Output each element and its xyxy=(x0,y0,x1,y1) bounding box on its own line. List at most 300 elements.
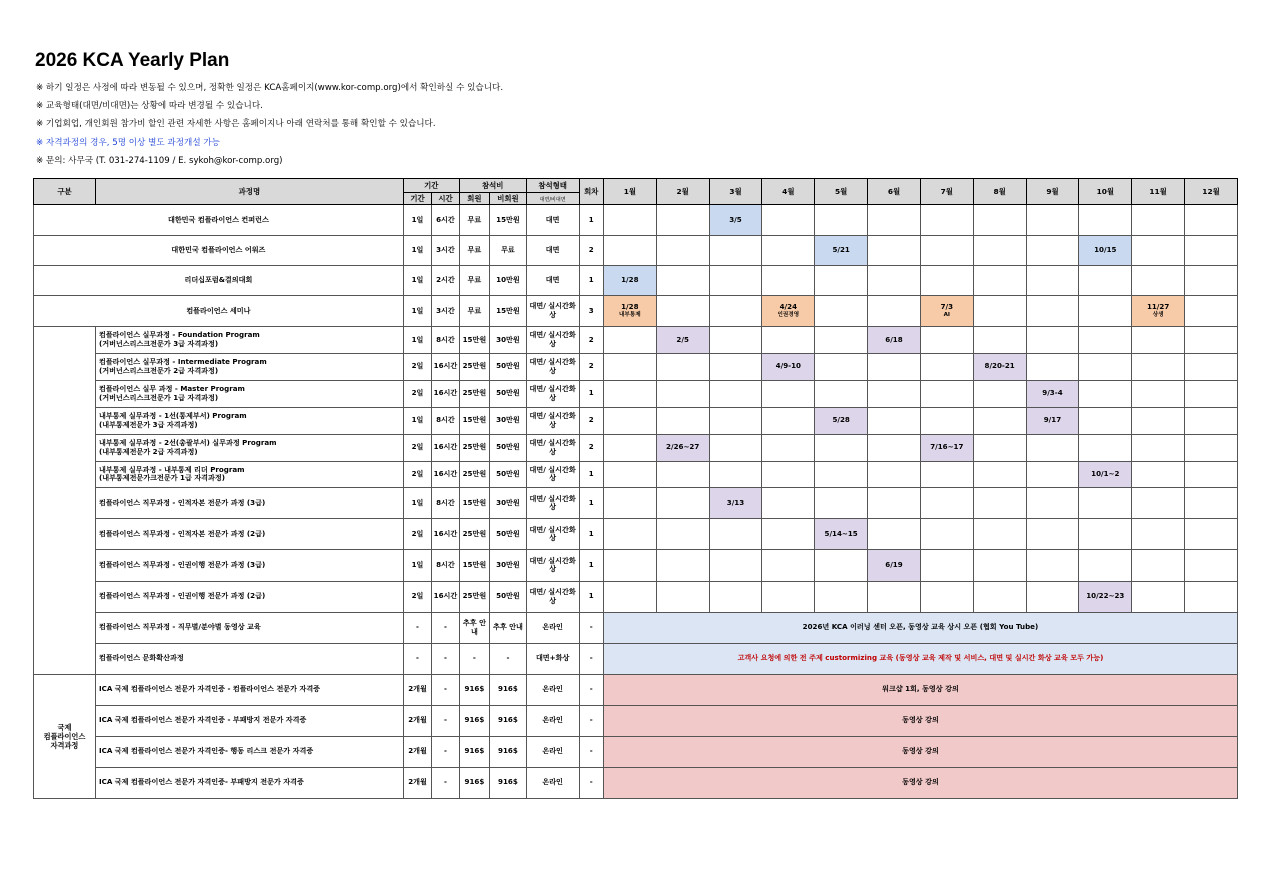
month-cell xyxy=(603,488,656,519)
month-cell xyxy=(1079,296,1132,327)
month-cell xyxy=(815,266,868,296)
header-fee-nonmember: 비회원 xyxy=(490,193,527,205)
format-cell: 대면/ 실시간화상 xyxy=(526,434,579,461)
sessions-cell: - xyxy=(579,705,603,736)
month-cell xyxy=(1185,205,1238,236)
header-category: 구분 xyxy=(34,179,96,205)
period-hours: 16시간 xyxy=(432,353,459,380)
course-cell xyxy=(95,461,403,488)
schedule-date: 1/28 xyxy=(621,302,639,312)
month-cell xyxy=(1026,488,1079,519)
period-hours: - xyxy=(432,736,459,767)
fee-nonmember: 50만원 xyxy=(490,353,527,380)
month-cell xyxy=(1079,353,1132,380)
month-cell xyxy=(868,519,921,550)
month-cell xyxy=(762,236,815,266)
month-cell xyxy=(1132,461,1185,488)
month-cell xyxy=(868,266,921,296)
month-cell xyxy=(1185,407,1238,434)
course-cell xyxy=(95,612,403,643)
table-row xyxy=(34,550,1238,581)
table-row xyxy=(34,519,1238,550)
category-intl: 국제 컴플라이언스 자격과정 xyxy=(34,674,96,798)
month-cell xyxy=(973,327,1026,354)
month-cell xyxy=(868,488,921,519)
course-cell xyxy=(34,296,404,327)
course-subtitle: (내부통제전문가크전문가 1급 자격과정) xyxy=(98,473,225,483)
month-cell xyxy=(603,236,656,266)
month-cell xyxy=(656,205,709,236)
month-cell xyxy=(603,550,656,581)
note-line: ※ 하기 일정은 사정에 따라 변동될 수 있으며, 정확한 일정은 KCA홈페이지(www.kor-comp.org)에서 확인하실 수 있습니다. xyxy=(36,83,504,93)
period-hours: 8시간 xyxy=(432,488,459,519)
month-cell xyxy=(1132,205,1185,236)
fee-nonmember: - xyxy=(490,643,527,674)
format-cell: 대면+화상 xyxy=(526,643,579,674)
month-cell xyxy=(1185,550,1238,581)
period-days: 2일 xyxy=(403,434,431,461)
month-cell xyxy=(603,434,656,461)
table-row xyxy=(34,461,1238,488)
table-row xyxy=(34,643,1238,674)
sessions-cell: - xyxy=(579,612,603,643)
month-cell xyxy=(1185,296,1238,327)
month-cell xyxy=(656,488,709,519)
header-month-2: 2월 xyxy=(656,179,709,205)
period-hours: 16시간 xyxy=(432,461,459,488)
fee-nonmember: 50만원 xyxy=(490,434,527,461)
month-cell xyxy=(868,353,921,380)
month-cell xyxy=(1026,461,1079,488)
table-row xyxy=(34,581,1238,612)
month-cell xyxy=(1185,380,1238,407)
period-hours: 16시간 xyxy=(432,380,459,407)
month-cell xyxy=(973,236,1026,266)
month-cell xyxy=(603,380,656,407)
fee-nonmember: 50만원 xyxy=(490,461,527,488)
header-period-hours: 시간 xyxy=(432,193,459,205)
period-days: 2일 xyxy=(403,353,431,380)
fee-member: 무료 xyxy=(459,236,489,266)
note-line: ※ 교육형태(대면/비대면)는 상황에 따라 변경될 수 있습니다. xyxy=(36,101,263,112)
table-row xyxy=(34,236,1238,266)
month-cell xyxy=(762,380,815,407)
header-fee: 참석비 xyxy=(459,179,526,193)
month-cell xyxy=(656,327,709,354)
month-cell xyxy=(920,236,973,266)
course-subtitle: (거버넌스리스크전문가 2급 자격과정) xyxy=(98,365,219,375)
sessions-cell: 2 xyxy=(579,434,603,461)
month-cell xyxy=(815,327,868,354)
fee-member: 무료 xyxy=(459,205,489,236)
period-hours: 16시간 xyxy=(432,581,459,612)
fee-member: 15만원 xyxy=(459,407,489,434)
month-cell xyxy=(1026,380,1079,407)
month-cell xyxy=(1026,519,1079,550)
month-cell xyxy=(920,327,973,354)
month-cell xyxy=(656,461,709,488)
schedule-date: 2/5 xyxy=(676,334,689,344)
schedule-date: 1/28 xyxy=(621,275,639,285)
month-cell xyxy=(603,519,656,550)
course-name: 컴플라이언스 직무과정 - 인권이행 전문가 과정 (3급) xyxy=(98,560,266,570)
period-hours: 6시간 xyxy=(432,205,459,236)
format-cell: 온라인 xyxy=(526,767,579,798)
month-cell xyxy=(709,434,762,461)
format-cell: 대면/ 실시간화상 xyxy=(526,296,579,327)
fee-nonmember: 15만원 xyxy=(490,205,527,236)
sessions-cell: - xyxy=(579,674,603,705)
schedule-band: 동영상 강의 xyxy=(603,767,1237,798)
table-row xyxy=(34,296,1238,327)
month-cell xyxy=(1026,434,1079,461)
month-cell xyxy=(762,461,815,488)
table-row xyxy=(34,205,1238,236)
period-hours: 3시간 xyxy=(432,296,459,327)
month-cell xyxy=(973,550,1026,581)
note-line: ※ 자격과정의 경우, 5명 이상 별도 과정개설 가능 xyxy=(36,137,220,148)
course-subtitle: (내부통제전문가 2급 자격과정) xyxy=(98,446,198,456)
period-days: 2개월 xyxy=(403,736,431,767)
month-cell xyxy=(868,434,921,461)
month-cell xyxy=(709,205,762,236)
course-cell xyxy=(95,434,403,461)
table-row xyxy=(34,736,1238,767)
period-days: 1일 xyxy=(403,266,431,296)
month-cell xyxy=(1185,353,1238,380)
month-cell xyxy=(656,434,709,461)
schedule-topic: 내부통제 xyxy=(619,311,641,318)
month-cell xyxy=(973,296,1026,327)
month-cell xyxy=(1079,205,1132,236)
fee-nonmember: 916$ xyxy=(490,705,527,736)
course-cell xyxy=(95,736,403,767)
period-hours: - xyxy=(432,674,459,705)
sessions-cell: 2 xyxy=(579,407,603,434)
sessions-cell: 1 xyxy=(579,461,603,488)
month-cell xyxy=(1185,461,1238,488)
month-cell xyxy=(1132,519,1185,550)
fee-nonmember: 50만원 xyxy=(490,519,527,550)
period-days: 1일 xyxy=(403,327,431,354)
period-days: 2일 xyxy=(403,461,431,488)
month-cell xyxy=(1026,266,1079,296)
period-days: 1일 xyxy=(403,296,431,327)
note-line: ※ 기업회업, 개인회원 참가비 할인 관련 자세한 사항은 홈페이지나 아래 연락처를 통해 확인할 수 있습니다. xyxy=(36,119,436,130)
month-cell xyxy=(1079,550,1132,581)
period-days: 1일 xyxy=(403,236,431,266)
period-days: 2개월 xyxy=(403,705,431,736)
period-hours: 16시간 xyxy=(432,519,459,550)
fee-nonmember: 15만원 xyxy=(490,296,527,327)
page-title: 2026 KCA Yearly Plan xyxy=(35,50,230,71)
month-cell xyxy=(868,550,921,581)
course-subtitle: (내부통제전문가 3급 자격과정) xyxy=(98,419,198,429)
format-cell: 대면/ 실시간화상 xyxy=(526,550,579,581)
month-cell xyxy=(709,266,762,296)
fee-member: 추후 안내 xyxy=(459,612,489,643)
category-cell xyxy=(34,327,96,675)
course-cell xyxy=(95,643,403,674)
month-cell xyxy=(973,205,1026,236)
month-cell xyxy=(709,550,762,581)
course-cell xyxy=(95,767,403,798)
fee-member: 25만원 xyxy=(459,519,489,550)
month-cell xyxy=(1079,407,1132,434)
period-hours: 2시간 xyxy=(432,266,459,296)
format-cell: 대면/ 실시간화상 xyxy=(526,407,579,434)
month-cell xyxy=(815,380,868,407)
sessions-cell: - xyxy=(579,767,603,798)
month-cell xyxy=(973,407,1026,434)
sessions-cell: 1 xyxy=(579,488,603,519)
schedule-date: 10/15 xyxy=(1094,245,1117,255)
month-cell xyxy=(920,519,973,550)
month-cell xyxy=(815,519,868,550)
fee-nonmember: 30만원 xyxy=(490,327,527,354)
fee-member: 916$ xyxy=(459,674,489,705)
format-cell: 대면 xyxy=(526,266,579,296)
fee-nonmember: 916$ xyxy=(490,736,527,767)
month-cell xyxy=(1026,550,1079,581)
month-cell xyxy=(973,519,1026,550)
month-cell xyxy=(920,266,973,296)
schedule-date: 5/21 xyxy=(832,245,850,255)
header-month-9: 9월 xyxy=(1026,179,1079,205)
month-cell xyxy=(1026,407,1079,434)
month-cell xyxy=(973,461,1026,488)
format-cell: 대면 xyxy=(526,205,579,236)
table-row xyxy=(34,612,1238,643)
month-cell xyxy=(1026,296,1079,327)
fee-member: 25만원 xyxy=(459,380,489,407)
header-month-6: 6월 xyxy=(868,179,921,205)
period-hours: 8시간 xyxy=(432,550,459,581)
course-cell xyxy=(95,550,403,581)
month-cell xyxy=(1185,266,1238,296)
month-cell xyxy=(762,327,815,354)
month-cell xyxy=(603,353,656,380)
month-cell xyxy=(815,550,868,581)
month-cell xyxy=(920,296,973,327)
format-cell: 대면/ 실시간화상 xyxy=(526,519,579,550)
sessions-cell: 3 xyxy=(579,296,603,327)
fee-member: 916$ xyxy=(459,736,489,767)
month-cell xyxy=(815,296,868,327)
period-days: 1일 xyxy=(403,205,431,236)
course-cell xyxy=(34,236,404,266)
month-cell xyxy=(815,461,868,488)
month-cell xyxy=(973,266,1026,296)
fee-nonmember: 30만원 xyxy=(490,488,527,519)
table-row xyxy=(34,674,1238,705)
month-cell xyxy=(709,581,762,612)
format-cell: 대면/ 실시간화상 xyxy=(526,327,579,354)
month-cell xyxy=(973,434,1026,461)
course-cell xyxy=(95,581,403,612)
note-line: ※ 문의: 사무국 (T. 031-274-1109 / E. sykoh@kor-comp.org) xyxy=(36,155,283,166)
month-cell xyxy=(920,407,973,434)
format-cell: 대면/ 실시간화상 xyxy=(526,461,579,488)
sessions-cell: 2 xyxy=(579,327,603,354)
header-format: 참석형태 xyxy=(526,179,579,193)
period-days: 2개월 xyxy=(403,767,431,798)
course-name: 컴플라이언스 직무과정 - 직무별/분야별 동영상 교육 xyxy=(98,622,261,632)
course-cell xyxy=(95,327,403,354)
schedule-date: 9/17 xyxy=(1043,415,1062,425)
month-cell xyxy=(868,296,921,327)
month-cell xyxy=(1185,581,1238,612)
month-cell xyxy=(1132,327,1185,354)
month-cell xyxy=(1132,550,1185,581)
header-fee-member: 회원 xyxy=(459,193,489,205)
period-days: - xyxy=(403,643,431,674)
month-cell xyxy=(762,488,815,519)
course-name: 컴플라이언스 실무 과정 - Master Program xyxy=(98,383,245,393)
month-cell xyxy=(920,205,973,236)
fee-nonmember: 50만원 xyxy=(490,581,527,612)
schedule-date: 9/3-4 xyxy=(1042,388,1063,398)
course-name: 컴플라이언스 직무과정 - 인적자본 전문가 과정 (2급) xyxy=(98,529,266,539)
fee-nonmember: 무료 xyxy=(490,236,527,266)
month-cell xyxy=(656,581,709,612)
course-name: 내부통제 실무과정 - 1선(통제부서) Program xyxy=(98,410,247,420)
course-name: 컴플라이언스 실무과정 - Foundation Program xyxy=(98,330,260,340)
course-name: 컴플라이언스 세미나 xyxy=(186,305,251,315)
format-cell: 온라인 xyxy=(526,736,579,767)
month-cell xyxy=(603,266,656,296)
period-days: 2개월 xyxy=(403,674,431,705)
fee-member: 15만원 xyxy=(459,488,489,519)
format-cell: 대면/ 실시간화상 xyxy=(526,488,579,519)
month-cell xyxy=(920,581,973,612)
course-subtitle: (거버넌스리스크전문가 1급 자격과정) xyxy=(98,392,219,402)
course-name: ICA 국제 컴플라이언스 전문가 자격인증 - 컴플라이언스 전문가 자격증 xyxy=(98,684,321,694)
plan-table-body xyxy=(34,205,1238,799)
month-cell xyxy=(762,581,815,612)
header-period-days: 기간 xyxy=(403,193,431,205)
month-cell xyxy=(1079,266,1132,296)
month-cell xyxy=(1132,488,1185,519)
month-cell xyxy=(1132,434,1185,461)
period-days: 1일 xyxy=(403,488,431,519)
month-cell xyxy=(709,519,762,550)
month-cell xyxy=(815,236,868,266)
month-cell xyxy=(868,327,921,354)
schedule-band: 고객사 요청에 의한 전 주제 custormizing 교육 (동영상 교육 제작 및 서비스, 대면 및 실시간 화상 교육 모두 가능) xyxy=(603,643,1237,674)
month-cell xyxy=(920,550,973,581)
table-row xyxy=(34,407,1238,434)
course-cell xyxy=(95,407,403,434)
schedule-band: 워크샵 1회, 동영상 강의 xyxy=(603,674,1237,705)
schedule-date: 3/5 xyxy=(729,214,742,224)
fee-member: 25만원 xyxy=(459,353,489,380)
header-month-12: 12월 xyxy=(1185,179,1238,205)
period-hours: - xyxy=(432,705,459,736)
month-cell xyxy=(709,380,762,407)
month-cell xyxy=(762,407,815,434)
format-cell: 온라인 xyxy=(526,674,579,705)
schedule-band: 2026년 KCA 이러닝 센터 오픈, 동영상 교육 상시 오픈 (협회 You Tube) xyxy=(603,612,1237,643)
month-cell xyxy=(920,488,973,519)
month-cell xyxy=(973,353,1026,380)
fee-member: - xyxy=(459,643,489,674)
month-cell xyxy=(868,205,921,236)
month-cell xyxy=(1079,434,1132,461)
schedule-date: 8/20-21 xyxy=(984,361,1015,371)
schedule-topic: AI xyxy=(943,311,951,318)
month-cell xyxy=(868,236,921,266)
month-cell xyxy=(1132,353,1185,380)
month-cell xyxy=(656,353,709,380)
schedule-topic: 인권경영 xyxy=(777,311,800,318)
header-month-10: 10월 xyxy=(1079,179,1132,205)
month-cell xyxy=(920,434,973,461)
format-cell: 온라인 xyxy=(526,612,579,643)
month-cell xyxy=(973,488,1026,519)
format-cell: 대면 xyxy=(526,236,579,266)
fee-member: 916$ xyxy=(459,705,489,736)
course-subtitle: (거버넌스리스크전문가 3급 자격과정) xyxy=(98,339,219,348)
month-cell xyxy=(1079,519,1132,550)
fee-nonmember: 916$ xyxy=(490,767,527,798)
format-cell: 온라인 xyxy=(526,705,579,736)
month-cell xyxy=(868,581,921,612)
month-cell xyxy=(1132,296,1185,327)
month-cell xyxy=(709,353,762,380)
period-days: 1일 xyxy=(403,550,431,581)
fee-member: 15만원 xyxy=(459,327,489,354)
period-hours: - xyxy=(432,612,459,643)
header-month-8: 8월 xyxy=(973,179,1026,205)
month-cell xyxy=(762,353,815,380)
month-cell xyxy=(1132,236,1185,266)
sessions-cell: 1 xyxy=(579,205,603,236)
schedule-date: 10/22~23 xyxy=(1086,591,1125,601)
month-cell xyxy=(709,407,762,434)
fee-nonmember: 10만원 xyxy=(490,266,527,296)
sessions-cell: 1 xyxy=(579,380,603,407)
month-cell xyxy=(603,296,656,327)
schedule-date: 5/28 xyxy=(832,415,850,425)
table-row xyxy=(34,767,1238,798)
month-cell xyxy=(656,236,709,266)
month-cell xyxy=(656,550,709,581)
header-month-7: 7월 xyxy=(920,179,973,205)
header-period: 기간 xyxy=(403,179,459,193)
month-cell xyxy=(1026,236,1079,266)
header-format-sub: 대면/비대면 xyxy=(526,193,579,205)
month-cell xyxy=(868,461,921,488)
schedule-date: 2/26~27 xyxy=(666,442,700,452)
course-cell xyxy=(34,266,404,296)
header-month-11: 11월 xyxy=(1132,179,1185,205)
period-days: 1일 xyxy=(403,407,431,434)
month-cell xyxy=(868,407,921,434)
sessions-cell: 1 xyxy=(579,550,603,581)
course-name: 컴플라이언스 직무과정 - 인적자본 전문가 과정 (3급) xyxy=(98,497,266,507)
month-cell xyxy=(1079,581,1132,612)
fee-member: 무료 xyxy=(459,266,489,296)
month-cell xyxy=(603,327,656,354)
course-name: 컴플라이언스 직무과정 - 인권이행 전문가 과정 (2급) xyxy=(98,591,266,601)
schedule-date: 4/9-10 xyxy=(775,361,801,371)
course-name: 컴플라이언스 문화확산과정 xyxy=(98,653,184,663)
month-cell xyxy=(868,380,921,407)
course-cell xyxy=(95,519,403,550)
course-cell xyxy=(95,488,403,519)
month-cell xyxy=(815,407,868,434)
